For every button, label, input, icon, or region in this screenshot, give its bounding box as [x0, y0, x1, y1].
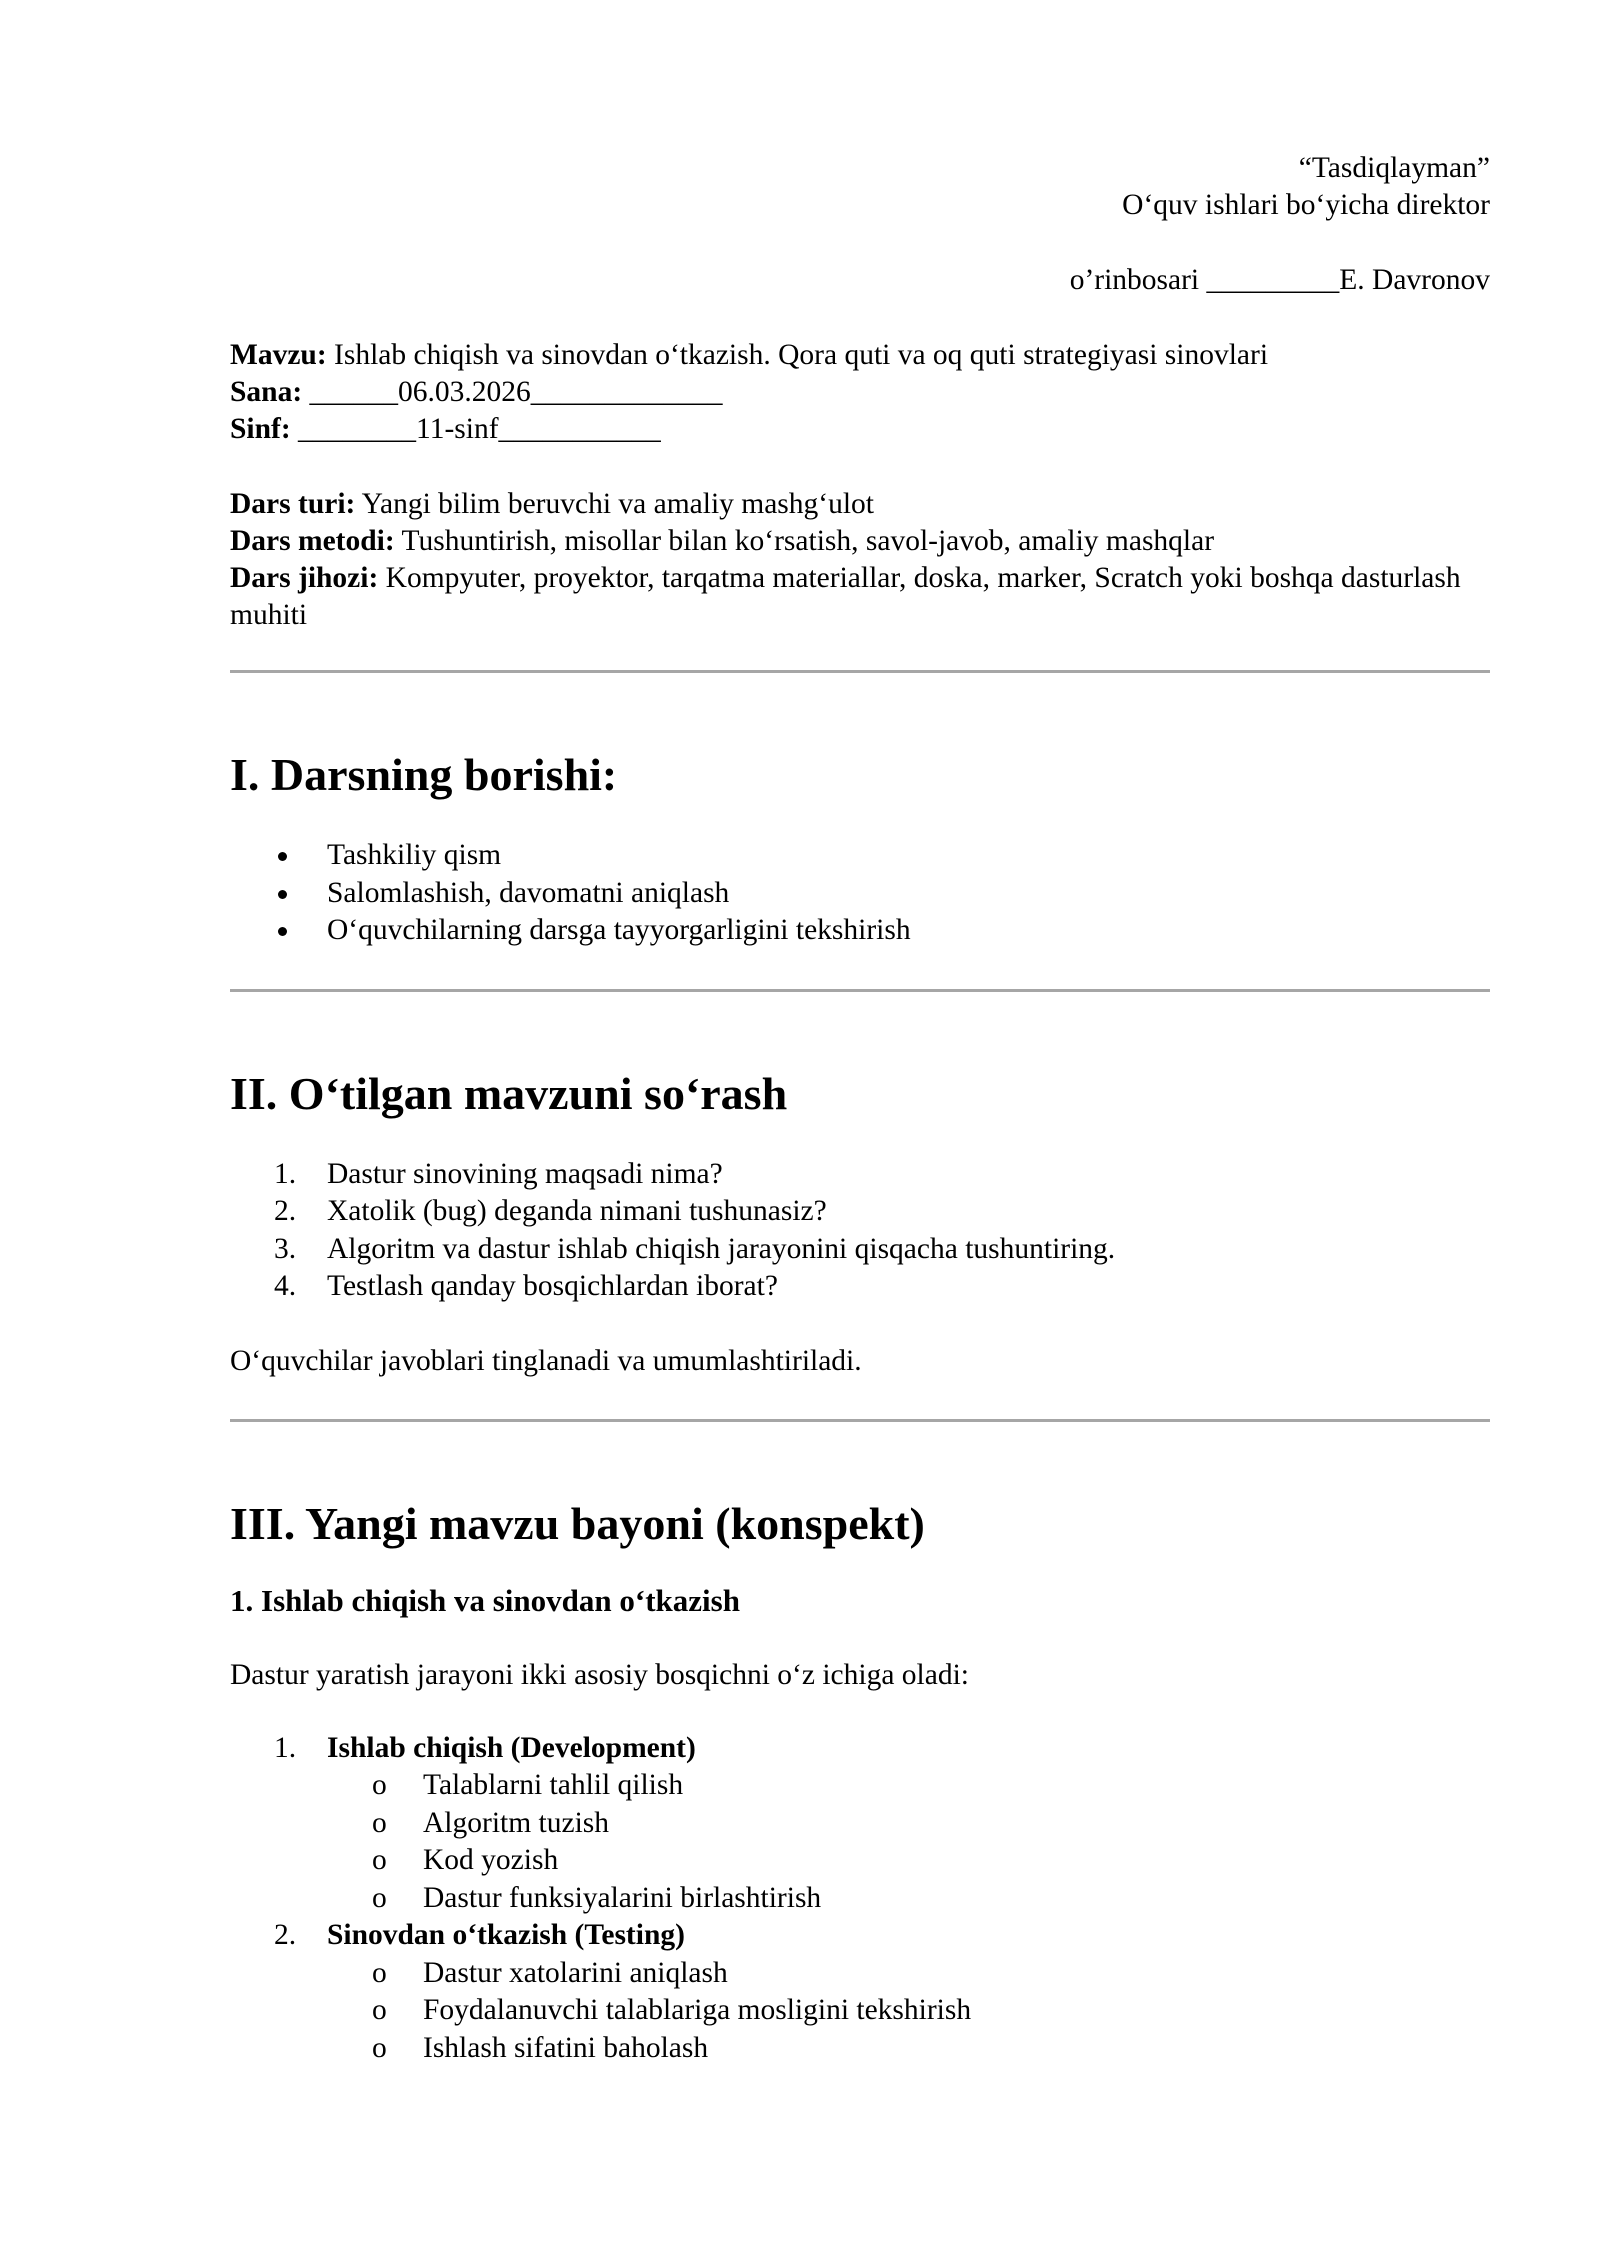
sub-item — [327, 1992, 1490, 2030]
approval-signature: o’rinbosari _________E. Davronov — [1069, 264, 1490, 296]
list-item — [230, 1156, 1490, 1194]
class-line — [230, 411, 1490, 448]
circle-bullet-icon: o — [372, 1881, 387, 1914]
sub-item-text: Ishlash sifatini baholash — [423, 2031, 709, 2064]
section-1-heading: I. Darsning borishi: — [230, 749, 618, 800]
class-value: ________11-sinf___________ — [290, 413, 661, 445]
date-label: Sana: — [230, 376, 303, 408]
lesson-equipment-line — [230, 560, 1490, 634]
section-2-heading: II. O‘tilgan mavzuni so‘rash — [230, 1067, 788, 1119]
item-number: 1. — [274, 1731, 297, 1764]
sub-item-text: Kod yozish — [423, 1844, 559, 1876]
bullet-icon — [278, 852, 287, 861]
list-item-text: O‘quvchilarning darsga tayyorgarligini tekshirish — [327, 914, 911, 946]
section-3-subheading: 1. Ishlab chiqish va sinovdan o‘tkazish — [230, 1582, 740, 1618]
sub-item-text: Dastur funksiyalarini birlashtirish — [423, 1881, 822, 1914]
sub-item-text: Dastur xatolarini aniqlash — [423, 1956, 728, 1989]
list-item — [230, 1231, 1490, 1269]
circle-bullet-icon: o — [372, 1956, 387, 1989]
lesson-method-line — [230, 523, 1490, 560]
stage-item — [230, 1730, 1490, 1918]
list-item — [230, 837, 1490, 875]
item-number: 2. — [274, 1195, 297, 1227]
lesson-type-line — [230, 486, 1490, 523]
divider — [230, 670, 1490, 673]
lesson-details — [230, 486, 1490, 634]
stage-title: Ishlab chiqish (Development) — [327, 1731, 696, 1764]
stage-substeps — [327, 1955, 1490, 2068]
list-item-text: Dastur sinovining maqsadi nima? — [327, 1157, 723, 1190]
lesson-type-label: Dars turi: — [230, 488, 356, 520]
circle-bullet-icon: o — [372, 2031, 387, 2064]
section-2-questions — [230, 1156, 1490, 1306]
sub-item — [327, 1805, 1490, 1843]
stages-list — [230, 1730, 1490, 2068]
section-2-note: O‘quvchilar javoblari tinglanadi va umumlashtiriladi. — [230, 1344, 862, 1377]
circle-bullet-icon: o — [372, 1769, 387, 1801]
class-label: Sinf: — [230, 413, 291, 445]
circle-bullet-icon: o — [372, 1806, 387, 1839]
item-number: 4. — [274, 1270, 297, 1302]
section-1-list — [230, 837, 1490, 950]
date-line — [230, 374, 1490, 411]
topic-label: Mavzu: — [230, 339, 327, 371]
approval-title: “Tasdiqlayman” — [1298, 152, 1490, 184]
list-item — [230, 1268, 1490, 1306]
list-item — [230, 1193, 1490, 1231]
sub-item-text: Algoritm tuzish — [423, 1806, 610, 1839]
divider — [230, 989, 1490, 992]
approval-position: O‘quv ishlari bo‘yicha direktor — [1122, 189, 1490, 221]
section-3-heading: III. Yangi mavzu bayoni (konspekt) — [230, 1497, 925, 1549]
lesson-equipment-value: Kompyuter, proyektor, tarqatma materiallar, doska, marker, Scratch yoki boshqa dasturlash muhiti — [230, 562, 1461, 631]
lesson-method-label: Dars metodi: — [230, 525, 395, 557]
lesson-equipment-label: Dars jihozi: — [230, 562, 379, 594]
list-item-text: Tashkiliy qism — [327, 839, 502, 871]
circle-bullet-icon: o — [372, 1844, 387, 1876]
circle-bullet-icon: o — [372, 1994, 387, 2026]
sub-item — [327, 1880, 1490, 1918]
stage-substeps — [327, 1767, 1490, 1917]
topic-line — [230, 337, 1490, 374]
bullet-icon — [278, 890, 287, 899]
sub-item — [327, 1767, 1490, 1805]
list-item-text: Algoritm va dastur ishlab chiqish jarayonini qisqacha tushuntiring. — [327, 1232, 1116, 1265]
sub-item — [327, 1842, 1490, 1880]
bullet-icon — [278, 927, 287, 936]
divider — [230, 1419, 1490, 1422]
section-3-intro: Dastur yaratish jarayoni ikki asosiy bosqichni o‘z ichiga oladi: — [230, 1658, 969, 1691]
sub-item-text: Foydalanuvchi talablariga mosligini tekshirish — [423, 1994, 972, 2026]
stage-title: Sinovdan o‘tkazish (Testing) — [327, 1919, 685, 1951]
list-item-text: Testlash qanday bosqichlardan iborat? — [327, 1270, 778, 1302]
topic-value: Ishlab chiqish va sinovdan o‘tkazish. Qora quti va oq quti strategiyasi sinovlari — [326, 339, 1269, 371]
item-number: 3. — [274, 1232, 297, 1265]
document-page — [230, 150, 1490, 2067]
item-number: 2. — [274, 1919, 297, 1951]
sub-item — [327, 2030, 1490, 2068]
list-item — [230, 912, 1490, 950]
sub-item-text: Talablarni tahlil qilish — [423, 1769, 684, 1801]
lesson-method-value: Tushuntirish, misollar bilan ko‘rsatish, savol-javob, amaliy mashqlar — [394, 525, 1215, 557]
list-item-text: Salomlashish, davomatni aniqlash — [327, 876, 730, 909]
stage-item — [230, 1917, 1490, 2067]
date-value: ______06.03.2026_____________ — [302, 376, 723, 408]
sub-item — [327, 1955, 1490, 1993]
lesson-meta — [230, 337, 1490, 448]
list-item — [230, 875, 1490, 913]
item-number: 1. — [274, 1157, 297, 1190]
lesson-type-value: Yangi bilim beruvchi va amaliy mashg‘ulot — [355, 488, 875, 520]
list-item-text: Xatolik (bug) deganda nimani tushunasiz? — [327, 1195, 827, 1227]
